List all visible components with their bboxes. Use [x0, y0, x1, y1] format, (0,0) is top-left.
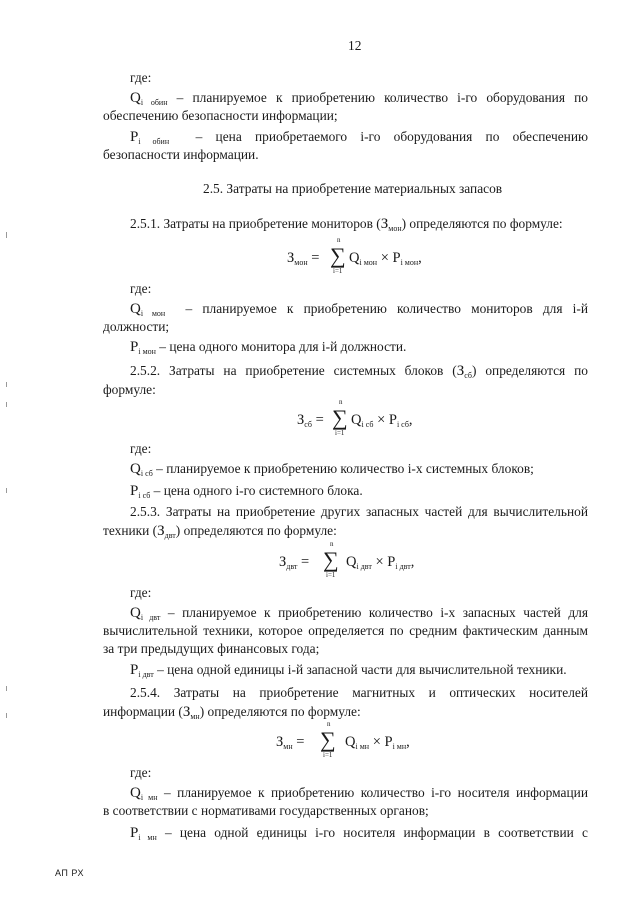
paragraph-intro: 2.5.2. Затраты на приобретение системных блоков $(З_{сб})$ определяются по — [130, 363, 588, 380]
sum-upper-limit: n — [330, 540, 334, 548]
sum-sign: ∑ — [332, 405, 348, 430]
sum-upper-limit: n — [339, 398, 343, 406]
sum-lower-limit: i=1 — [323, 751, 333, 759]
sum-lower-limit: i=1 — [326, 571, 336, 579]
margin-mark — [6, 232, 7, 238]
definition-continuation: вычислительной техники, которое определяется по средним фактическим данным — [103, 623, 588, 638]
where-label: где: — [130, 441, 152, 456]
paragraph-intro-continuation: информации $(З_{мн})$ определяются по формуле: — [103, 704, 361, 721]
definition-line: $Q_{i сб}$ – планируемое к приобретению количество i-х системных блоков; — [130, 461, 534, 478]
formula-lhs: $З_{мон}$ = — [287, 250, 320, 267]
definition-continuation: безопасности информации. — [103, 147, 259, 162]
where-label: где: — [130, 281, 152, 296]
definition-line: $Q_{i обин}$ – планируемое к приобретению количество i-го оборудования по — [130, 90, 588, 107]
definition-line: $Q_{i двт}$ – планируемое к приобретению количество i-х запасных частей для — [130, 605, 588, 622]
definition-continuation: в соответствии с нормативами государственных органов; — [103, 803, 429, 818]
margin-mark — [6, 382, 7, 387]
where-label: где: — [130, 70, 152, 85]
formula-rhs: $Q_{i двт} \times P_{i двт}$, — [346, 554, 415, 571]
definition-line: $P_{i двт}$ – цена одной единицы i-й запасной части для вычислительной техники. — [130, 662, 567, 679]
sum-upper-limit: n — [337, 236, 341, 244]
definition-line: $Q_{i мн}$ – планируемое к приобретению количество i-го носителя информации — [130, 785, 588, 802]
paragraph-intro-continuation: формуле: — [103, 382, 156, 397]
sum-lower-limit: i=1 — [335, 429, 345, 437]
paragraph-intro: 2.5.3. Затраты на приобретение других запасных частей для вычислительной — [130, 504, 588, 519]
definition-continuation: должности; — [103, 319, 170, 334]
definition-line: $P_{i обин}$ – цена приобретаемого i-го оборудования по обеспечению — [130, 129, 589, 146]
sum-lower-limit: i=1 — [333, 267, 343, 275]
margin-mark — [6, 713, 7, 718]
margin-mark — [6, 488, 7, 493]
definition-line: $P_{i сб}$ – цена одного i-го системного блока. — [130, 483, 363, 500]
sum-sign: ∑ — [323, 547, 339, 572]
formula-rhs: $Q_{i сб} \times P_{i сб}$, — [351, 412, 413, 429]
formula-lhs: $З_{мн}$ = — [276, 734, 305, 751]
formula-rhs: $Q_{i мн} \times P_{i мн}$, — [345, 734, 410, 751]
definition-line: $P_{i мн}$ – цена одной единицы i-го носителя информации в соответствии с — [130, 825, 588, 842]
paragraph-intro: 2.5.4. Затраты на приобретение магнитных и оптических носителей — [130, 685, 588, 700]
footer-code: АП РХ — [55, 868, 84, 878]
formula-lhs: $З_{двт}$ = — [279, 554, 310, 571]
margin-mark — [6, 402, 7, 407]
section-title: 2.5. Затраты на приобретение материальных запасов — [203, 181, 503, 196]
sum-sign: ∑ — [320, 727, 336, 752]
definition-line: $Q_{i мон}$ – планируемое к приобретению количество мониторов для i-й — [130, 301, 588, 318]
paragraph-intro: 2.5.1. Затраты на приобретение мониторов $(З_{мон})$ определяются по формуле: — [130, 216, 563, 233]
sum-sign: ∑ — [330, 243, 346, 268]
definition-continuation: обеспечению безопасности информации; — [103, 108, 338, 123]
where-label: где: — [130, 585, 152, 600]
formula-lhs: $З_{сб}$ = — [297, 412, 324, 429]
where-label: где: — [130, 765, 152, 780]
page-number: 12 — [348, 38, 362, 53]
formula-rhs: $Q_{i мон} \times P_{i мон}$, — [349, 250, 422, 267]
paragraph-intro-continuation: техники $(З_{двт})$ определяются по формуле: — [103, 523, 337, 540]
sum-upper-limit: n — [327, 720, 331, 728]
definition-line: $P_{i мон}$ – цена одного монитора для i-й должности. — [130, 339, 407, 356]
definition-continuation: за три предыдущих финансовых года; — [103, 641, 320, 656]
margin-mark — [6, 686, 7, 691]
